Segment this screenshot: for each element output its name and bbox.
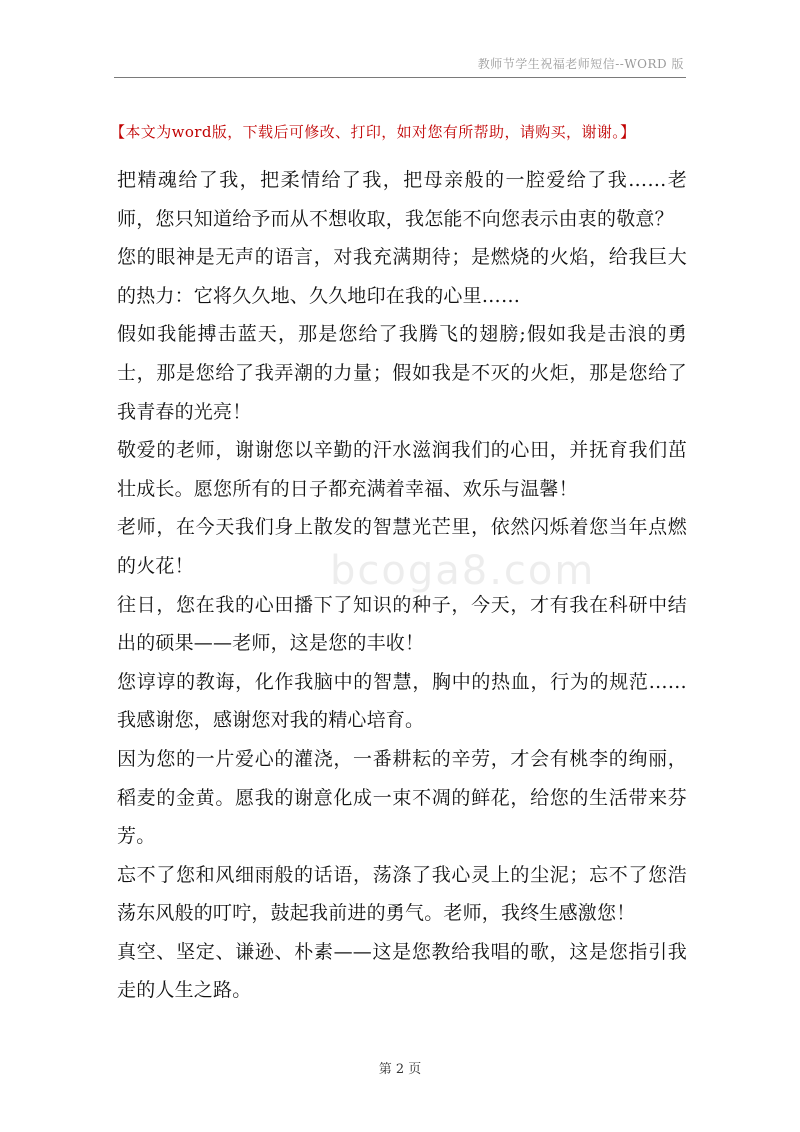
page-number: 第 2 页	[378, 1062, 422, 1077]
paragraph: 忘不了您和风细雨般的话语，荡涤了我心灵上的尘泥；忘不了您浩荡东风般的叮咛，鼓起我前进的勇气。老师，我终生感激您！	[117, 863, 687, 925]
header-divider	[114, 77, 686, 78]
paragraph: 您的眼神是无声的语言，对我充满期待；是燃烧的火焰，给我巨大的热力：它将久久地、久久地印在我的心里……	[117, 246, 687, 307]
download-notice: 【本文为word版，下载后可修改、打印，如对您有所帮助，请购买，谢谢。】	[110, 123, 636, 141]
paragraph: 老师，在今天我们身上散发的智慧光芒里，依然闪烁着您当年点燃的火花！	[117, 516, 687, 577]
paragraph: 往日，您在我的心田播下了知识的种子，今天，才有我在科研中结出的硕果——老师，这是您的丰收！	[117, 593, 687, 655]
watermark: bcoga8.com	[330, 548, 596, 594]
page-header-title: 教师节学生祝福老师短信--WORD 版	[477, 57, 684, 71]
paragraph: 把精魂给了我，把柔情给了我，把母亲般的一腔爱给了我……老师，您只知道给予而从不想收取，我怎能不向您表示由衷的敬意？	[117, 169, 687, 230]
paragraph: 您谆谆的教诲，化作我脑中的智慧，胸中的热血，行为的规范……我感谢您，感谢您对我的精心培育。	[117, 670, 687, 732]
paragraph: 假如我能搏击蓝天，那是您给了我腾飞的翅膀;假如我是击浪的勇士，那是您给了我弄潮的力量；假如我是不灭的火炬，那是您给了我青春的光亮！	[117, 323, 687, 423]
paragraph: 敬爱的老师，谢谢您以辛勤的汗水滋润我们的心田，并抚育我们茁壮成长。愿您所有的日子都充满着幸福、欢乐与温馨！	[117, 439, 687, 500]
paragraph: 真空、坚定、谦逊、朴素——这是您教给我唱的歌，这是您指引我走的人生之路。	[117, 940, 687, 1002]
paragraph: 因为您的一片爱心的灌浇，一番耕耘的辛劳，才会有桃李的绚丽，稻麦的金黄。愿我的谢意化成一束不凋的鲜花，给您的生活带来芬芳。	[117, 747, 687, 848]
